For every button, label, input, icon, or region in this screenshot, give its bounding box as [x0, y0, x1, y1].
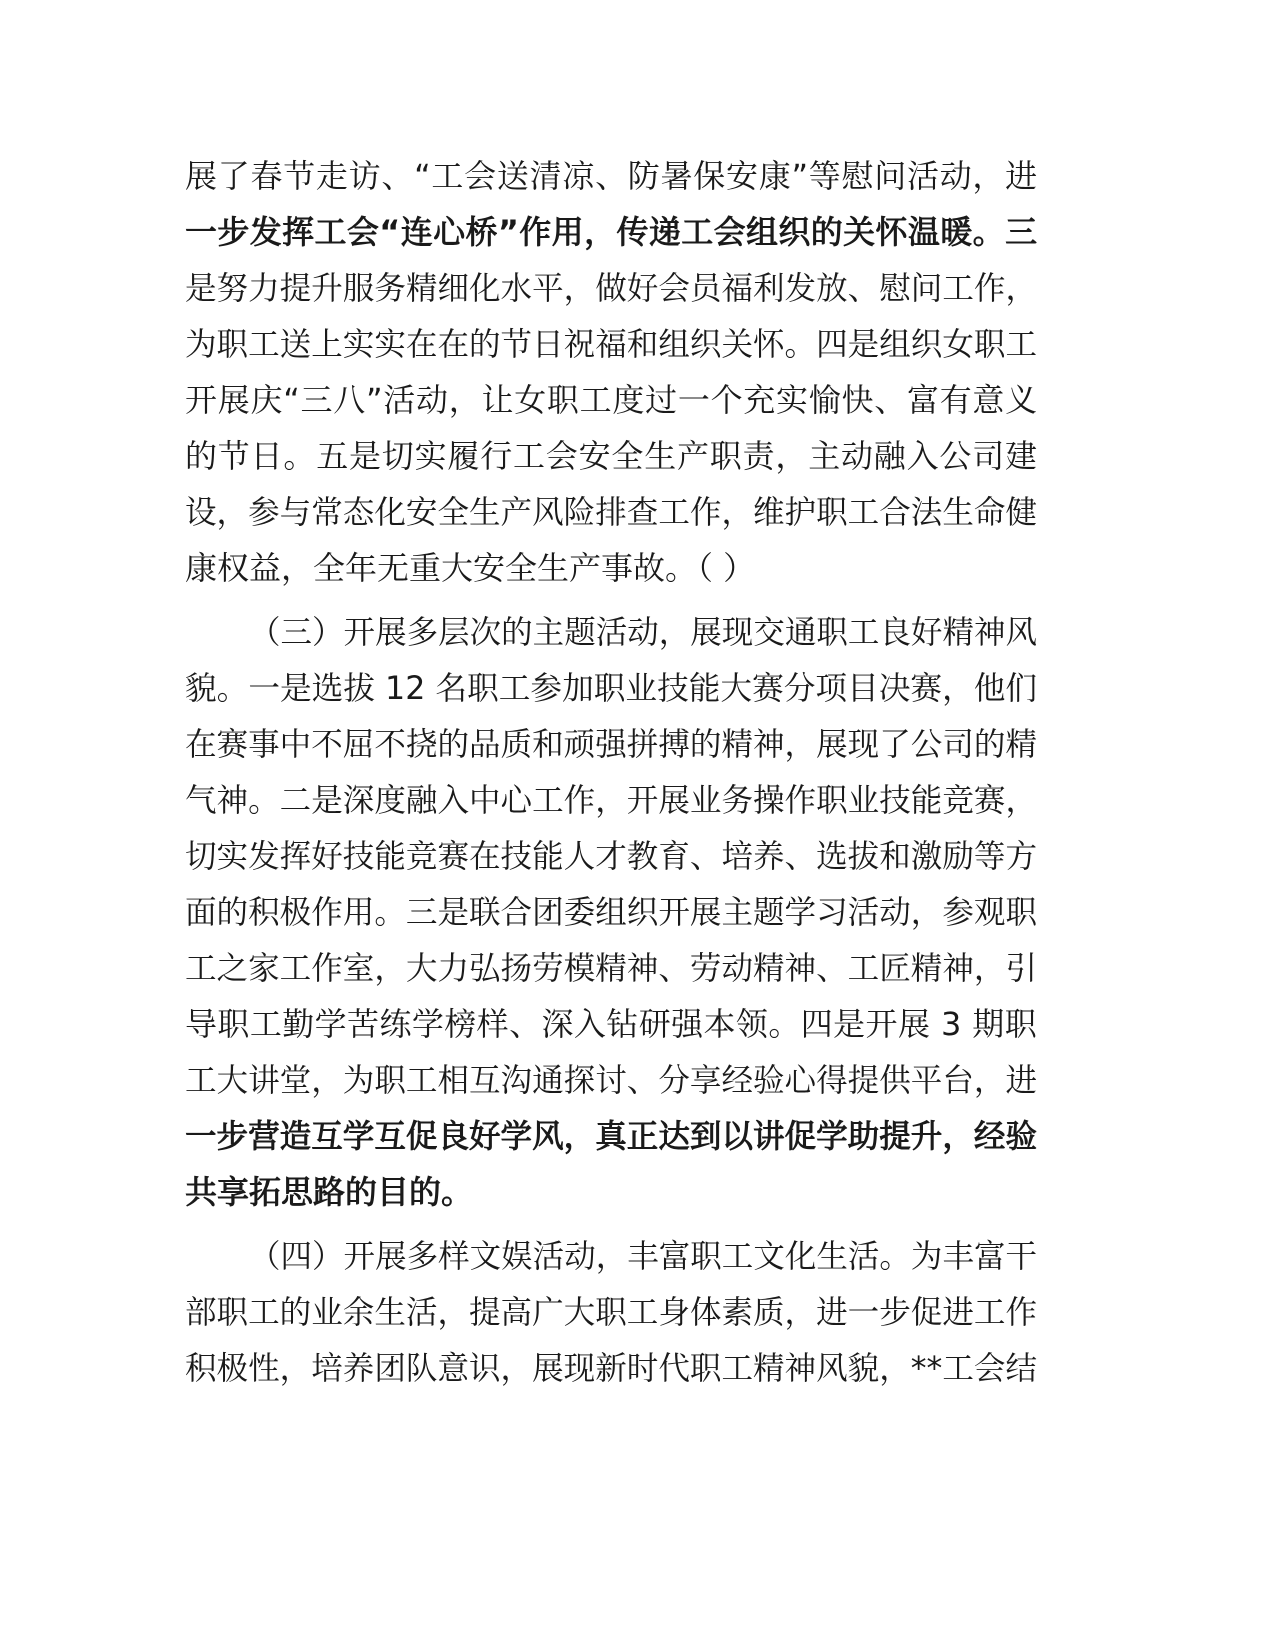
section-heading-line: （四）开展多样文娱活动，丰富职工文化生活。为丰富干 — [249, 1237, 1038, 1275]
text-line: 一步营造互学互促良好学风，真正达到以讲促学助提升，经验 — [185, 1117, 1038, 1155]
text-line: 开展庆“三八”活动，让女职工度过一个充实愉快、富有意义 — [185, 381, 1038, 419]
text-line: 貌。一是选拔 12 名职工参加职业技能大赛分项目决赛，他们 — [185, 669, 1038, 707]
text-line: 部职工的业余生活，提高广大职工身体素质，进一步促进工作 — [185, 1293, 1038, 1331]
text-line: 工大讲堂，为职工相互沟通探讨、分享经验心得提供平台，进 — [185, 1061, 1038, 1099]
text-line: 共享拓思路的目的。 — [185, 1173, 474, 1211]
text-line: 设，参与常态化安全生产风险排查工作，维护职工合法生命健 — [185, 493, 1038, 531]
text-line: 积极性，培养团队意识，展现新时代职工精神风貌，**工会结 — [185, 1349, 1038, 1387]
text-line: 是努力提升服务精细化水平，做好会员福利发放、慰问工作， — [185, 269, 1038, 307]
text-line: 面的积极作用。三是联合团委组织开展主题学习活动，参观职 — [185, 893, 1038, 931]
text-line: 气神。二是深度融入中心工作，开展业务操作职业技能竞赛， — [185, 781, 1038, 819]
section-heading-line: （三）开展多层次的主题活动，展现交通职工良好精神风 — [249, 613, 1038, 651]
text-line: 的节日。五是切实履行工会安全生产职责，主动融入公司建 — [185, 437, 1038, 475]
text-line: 康权益，全年无重大安全生产事故。（ ） — [185, 549, 756, 587]
text-line: 导职工勤学苦练学榜样、深入钻研强本领。四是开展 3 期职 — [185, 1005, 1038, 1043]
text-line: 在赛事中不屈不挠的品质和顽强拼搏的精神，展现了公司的精 — [185, 725, 1038, 763]
text-line: 切实发挥好技能竞赛在技能人才教育、培养、选拔和激励等方 — [185, 837, 1038, 875]
text-line: 一步发挥工会“连心桥”作用，传递工会组织的关怀温暖。三 — [185, 213, 1038, 251]
text-line: 为职工送上实实在在的节日祝福和组织关怀。四是组织女职工 — [185, 325, 1038, 363]
text-line: 展了春节走访、“工会送清凉、防暑保安康”等慰问活动，进 — [185, 157, 1038, 195]
text-line: 工之家工作室，大力弘扬劳模精神、劳动精神、工匠精神，引 — [185, 949, 1038, 987]
